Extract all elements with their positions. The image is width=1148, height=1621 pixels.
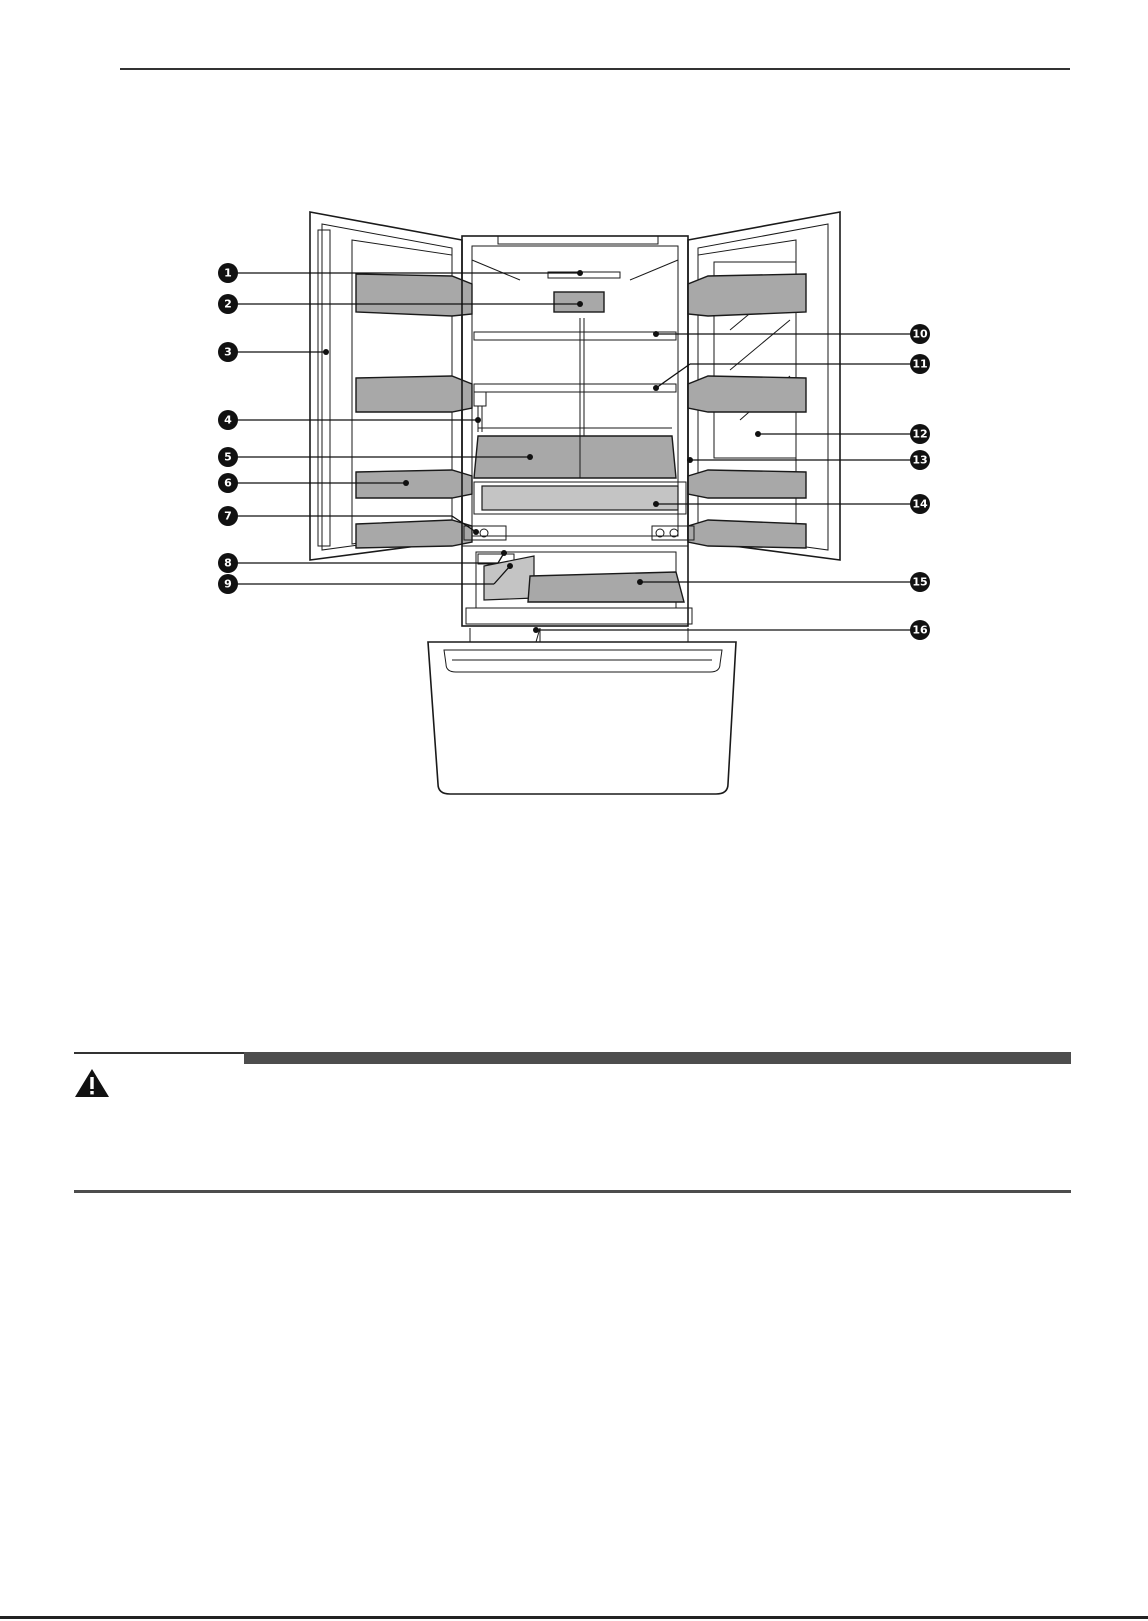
- svg-text:1: 1: [224, 266, 232, 280]
- svg-text:4: 4: [224, 413, 232, 427]
- svg-text:10: 10: [912, 327, 928, 341]
- caution-box: [74, 1052, 1071, 1194]
- svg-text:12: 12: [912, 427, 928, 441]
- callout-7: [218, 506, 238, 526]
- callout-1: [218, 263, 238, 283]
- callout-8: [218, 553, 238, 573]
- svg-text:15: 15: [912, 575, 928, 589]
- svg-text:14: 14: [912, 497, 928, 511]
- svg-text:11: 11: [912, 357, 928, 371]
- warning-triangle-icon: [74, 1068, 110, 1098]
- callout-11: [910, 354, 930, 374]
- callout-12: [910, 424, 930, 444]
- callout-15: [910, 572, 930, 592]
- svg-text:8: 8: [224, 556, 232, 570]
- svg-text:5: 5: [224, 450, 232, 464]
- right-door: [688, 212, 840, 560]
- callout-13: [910, 450, 930, 470]
- callout-10: [910, 324, 930, 344]
- caution-bottom-rule: [74, 1190, 1071, 1193]
- svg-text:2: 2: [224, 297, 232, 311]
- caution-header-bar: [244, 1052, 1071, 1064]
- footer-rule: [0, 1616, 1148, 1619]
- callout-9: [218, 574, 238, 594]
- callout-6: [218, 473, 238, 493]
- callout-4: [218, 410, 238, 430]
- callout-5: [218, 447, 238, 467]
- bottom-freezer-drawer: [428, 642, 736, 794]
- left-door: [310, 212, 486, 560]
- svg-text:3: 3: [224, 345, 232, 359]
- callout-3: [218, 342, 238, 362]
- svg-text:7: 7: [224, 509, 232, 523]
- svg-text:16: 16: [912, 623, 928, 637]
- caution-header-rule: [74, 1052, 244, 1054]
- callout-2: [218, 294, 238, 314]
- svg-text:9: 9: [224, 577, 232, 591]
- svg-text:6: 6: [224, 476, 232, 490]
- svg-text:13: 13: [912, 453, 928, 467]
- callout-14: [910, 494, 930, 514]
- callout-16: [910, 620, 930, 640]
- freezer: [466, 552, 692, 642]
